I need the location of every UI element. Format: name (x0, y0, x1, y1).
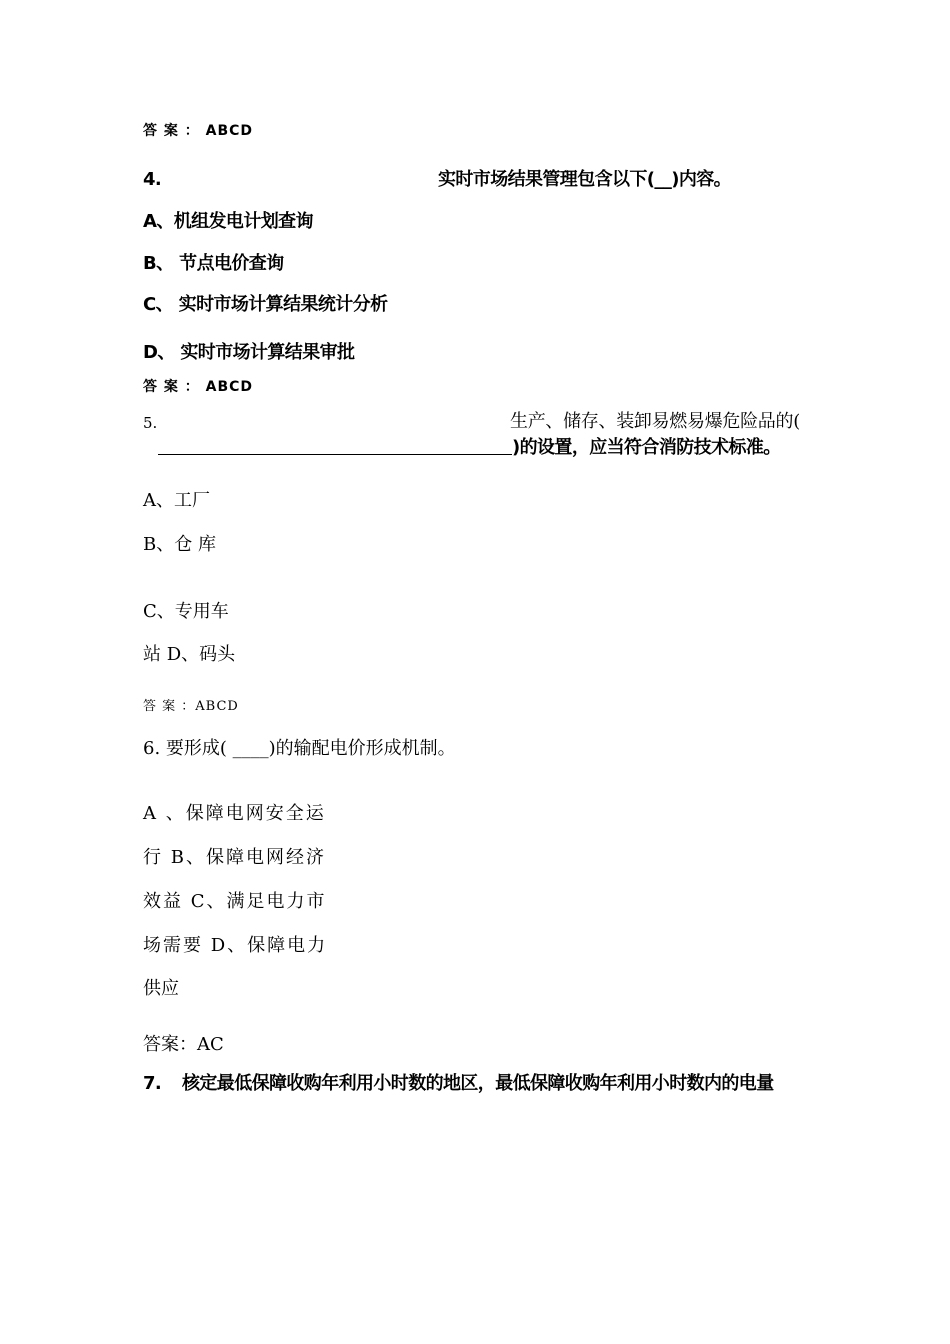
q7-stem: 核定最低保障收购年利用小时数的地区，最低保障收购年利用小时数内的电量 (182, 1073, 774, 1094)
q5-option-line-1: A、工厂 (143, 490, 210, 511)
q4-option-a: A、机组发电计划查询 (143, 211, 313, 232)
q5-option-line-2: B、仓 库 (143, 534, 216, 555)
q4-option-d: D、 实时市场计算结果审批 (143, 342, 355, 363)
q4-option-b: B、 节点电价查询 (143, 253, 284, 274)
q6-option-line-1: A 、保障电网安全运 (143, 803, 326, 824)
q6-stem: 6. 要形成( ____)的输配电价形成机制。 (143, 738, 456, 759)
q6-option-line-5: 供应 (143, 978, 179, 999)
q5-stem-line1: 生产、储存、装卸易燃易爆危险品的( (510, 411, 800, 432)
q5-number: 5. (143, 414, 158, 432)
q6-option-line-4: 场需要 D、保障电力 (143, 935, 328, 956)
q4-number: 4. (143, 169, 162, 190)
q6-answer: 答案：AC (143, 1034, 224, 1055)
q5-option-line-4: 站 D、码头 (143, 644, 236, 665)
q6-option-line-2: 行 B、保障电网经济 (143, 847, 326, 868)
q7-number: 7. (143, 1073, 162, 1094)
q3-answer: 答 案 ： ABCD (143, 123, 254, 139)
q6-option-line-3: 效益 C、满足电力市 (143, 891, 327, 912)
q5-stem-line2: )的设置，应当符合消防技术标准。 (512, 437, 781, 458)
q5-answer: 答 案 ：ABCD (143, 699, 239, 714)
q4-stem: 实时市场结果管理包含以下(__)内容。 (438, 169, 732, 190)
q4-answer: 答 案 ： ABCD (143, 379, 254, 395)
q4-option-c: C、 实时市场计算结果统计分析 (143, 294, 388, 315)
q5-fill-blank (158, 454, 512, 455)
q5-option-line-3: C、专用车 (143, 601, 229, 622)
